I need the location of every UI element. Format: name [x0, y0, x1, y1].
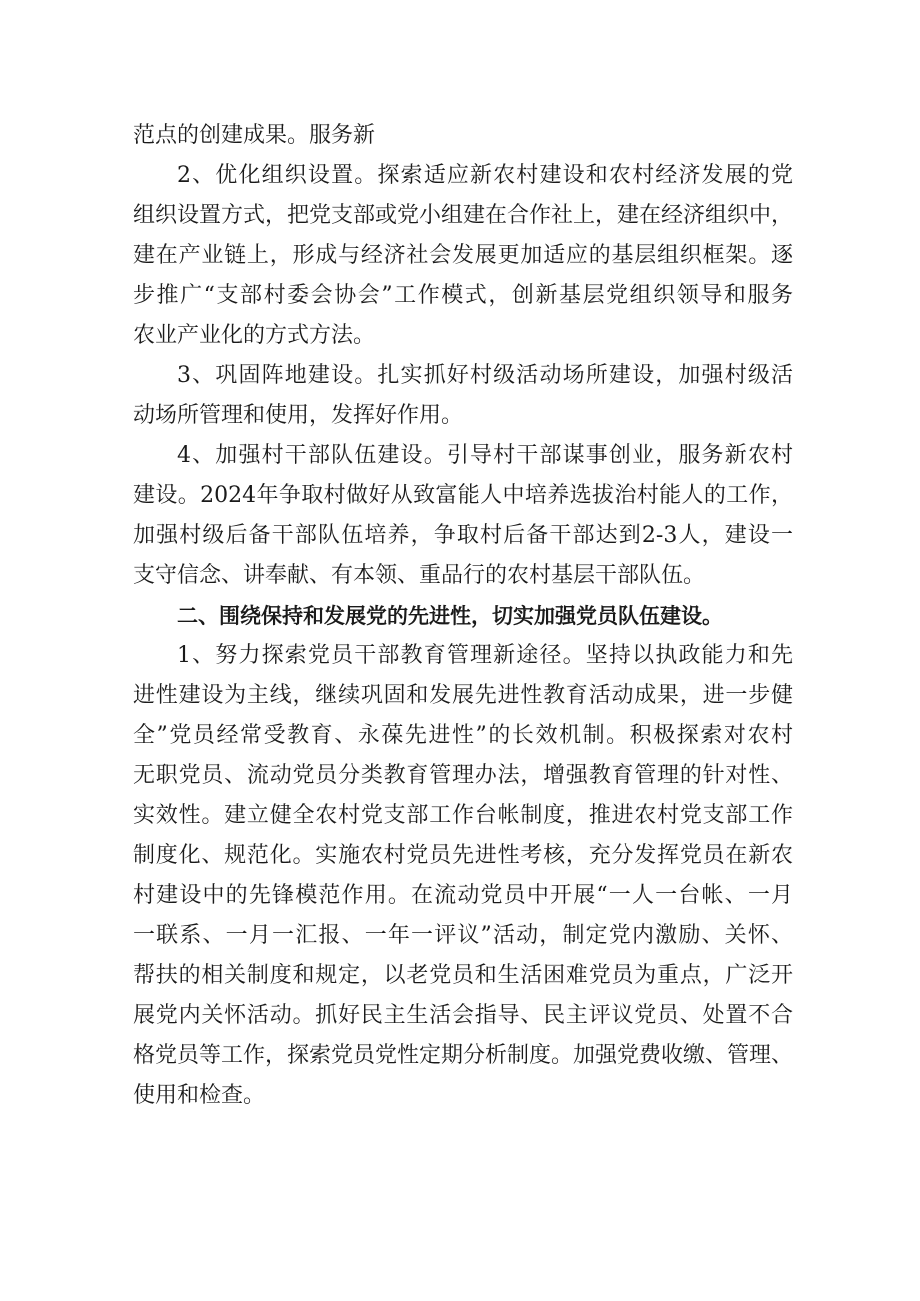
item-4-first-line: 4、加强村干部队伍建设。引导村干部谋事创业，服务新农村: [177, 443, 793, 468]
body-line: 动场所管理和使用，发挥好作用。: [133, 403, 464, 428]
body-line: 一联系、一月一汇报、一年一评议”活动，制定党内激励、关怀、: [133, 923, 793, 948]
section-heading: 二、围绕保持和发展党的先进性，切实加强党员队伍建设。: [177, 604, 723, 628]
body-line: 村建设中的先锋模范作用。在流动党员中开展“一人一台帐、一月: [133, 883, 793, 908]
document-body: [133, 116, 793, 1116]
body-line: 范点的创建成果。服务新: [133, 123, 376, 148]
body-line: 建设。2024年争取村做好从致富能人中培养选拔治村能人的工作，: [133, 483, 793, 508]
body-line: 支守信念、讲奉献、有本领、重品行的农村基层干部队伍。: [133, 563, 706, 588]
body-line: 全”党员经常受教育、永葆先进性”的长效机制。积极探索对农村: [133, 723, 793, 748]
body-line: 使用和检查。: [133, 1083, 266, 1108]
item-2-first-line: 2、优化组织设置。探索适应新农村建设和农村经济发展的党: [177, 163, 793, 188]
body-line: 展党内关怀活动。抓好民主生活会指导、民主评议党员、处置不合: [133, 1003, 793, 1028]
body-line: 制度化、规范化。实施农村党员先进性考核，充分发挥党员在新农: [133, 843, 793, 868]
body-line: 步推广“支部村委会协会”工作模式，创新基层党组织领导和服务: [133, 283, 793, 308]
body-line: 建在产业链上，形成与经济社会发展更加适应的基层组织框架。逐: [133, 243, 793, 268]
body-line: 农业产业化的方式方法。: [133, 323, 376, 348]
body-line: 无职党员、流动党员分类教育管理办法，增强教育管理的针对性、: [133, 763, 793, 788]
item-1-first-line: 1、努力探索党员干部教育管理新途径。坚持以执政能力和先: [177, 643, 793, 668]
body-line: 加强村级后备干部队伍培养，争取村后备干部达到2-3人，建设一: [133, 523, 793, 548]
body-line: 进性建设为主线，继续巩固和发展先进性教育活动成果，进一步健: [133, 683, 793, 708]
body-line: 帮扶的相关制度和规定，以老党员和生活困难党员为重点，广泛开: [133, 963, 793, 988]
body-line: 实效性。建立健全农村党支部工作台帐制度，推进农村党支部工作: [133, 803, 793, 828]
body-line: 格党员等工作，探索党员党性定期分析制度。加强党费收缴、管理、: [133, 1043, 793, 1068]
item-3-first-line: 3、巩固阵地建设。扎实抓好村级活动场所建设，加强村级活: [177, 363, 793, 388]
body-line: 组织设置方式，把党支部或党小组建在合作社上，建在经济组织中，: [133, 203, 793, 228]
